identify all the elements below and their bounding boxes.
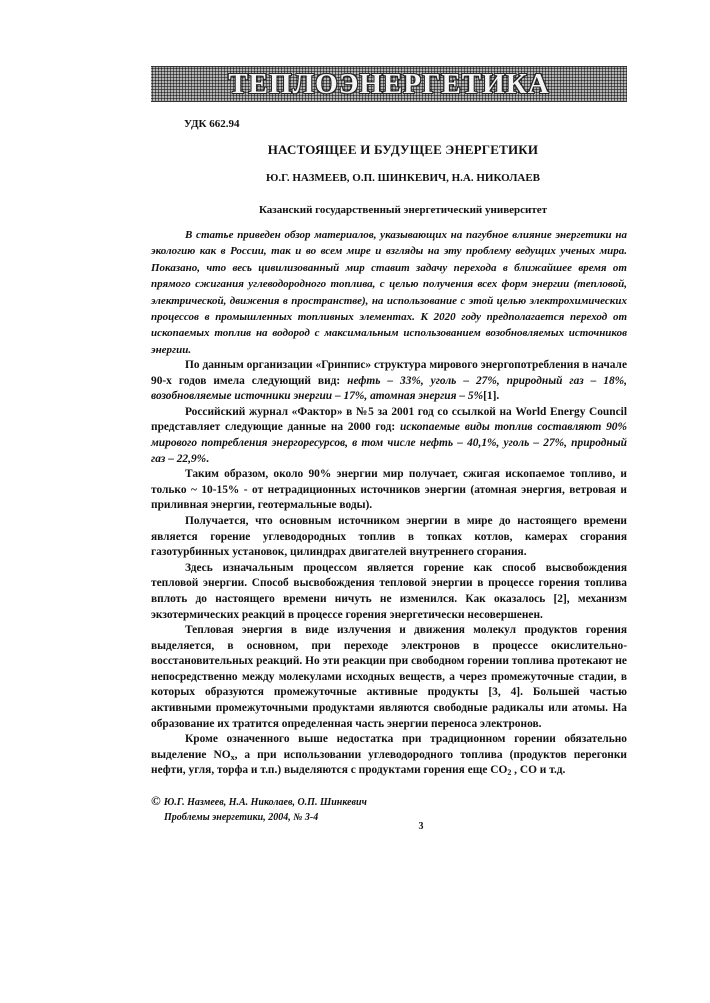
article-affiliation: Казанский государственный энергетический университет <box>258 204 548 216</box>
paragraph-2-italic: ископаемые виды топлив составляют 90% мирового потребления энергоресурсов, в том числе нефть – 40,1%, уголь – 27%, природный газ – 22,9% <box>151 421 627 465</box>
paragraph-2-end: . <box>206 452 210 465</box>
udk-code: УДК 662.94 <box>184 118 240 130</box>
section-banner <box>151 66 627 102</box>
paragraph-3: Таким образом, около 90% энергии мир получает, сжигая ископаемое топливо, и только ~ 10-15% - от нетрадиционных источников энергии (атомная энергия, ветровая и приливная энергии, геотермальные воды). <box>151 468 627 512</box>
article-title: НАСТОЯЩЕЕ И БУДУЩЕЕ ЭНЕРГЕТИКИ <box>267 142 539 157</box>
paragraph-2-text: Российский журнал «Фактор» в №5 за 2001 год со ссылкой на World Energy Council представляет следующие данные на 2000 год: <box>151 405 627 434</box>
copyright-icon: © <box>151 793 161 808</box>
article-abstract: В статье приведен обзор материалов, указывающих на пагубное влияние энергетики на экологию как в России, так и во всем мире и взгляды на эту проблему ведущих ученых мира. Показано, что весь цивилизованный мир ставит задачу перехода в ближайшее время от прямого сжигания углеводородного топлива, с целью получения всех форм энергии (тепловой, электрической, движения в пространстве), на использование с этой целью электрохимических процессов в промышленных топливных элементах. К 2020 году предполагается переход от ископаемых топлив на водород с максимальным использованием возобновляемых источников энергии. <box>151 229 627 356</box>
paragraph-4: Получается, что основным источником энергии в мире до настоящего времени является горение углеводородных топлив в топках котлов, камерах сгорания газотурбинных установок, цилиндрах двигателей внутреннего сгорания. <box>151 514 627 559</box>
paragraph-5: Здесь изначальным процессом является горение как способ высвобождения тепловой энергии. Способ высвобождения тепловой энергии в процессе горения топлива вплоть до настоящего времени ничуть не изменился. Как оказалось [2], механизм экзотермических реакций в процессе горения энергетически несовершенен. <box>151 561 627 621</box>
paragraph-7-text-b: , а при использовании углеводородного топлива (продуктов перегонки нефти, угля, торфа и т.п.) выделяются с продуктами горения еще CO <box>151 748 627 777</box>
copyright-authors: Ю.Г. Назмеев, Н.А. Николаев, О.П. Шинкевич <box>163 797 367 808</box>
paragraph-1-text: По данным организации «Гринпис» структура мирового энергопотребления в начале 90-х годов имела следующий вид: <box>151 359 627 387</box>
page-number: 3 <box>418 821 424 832</box>
paragraph-1-italic: нефть – 33%, уголь – 27%, природный газ – 18%, возобновляемые источники энергии – 17%, атомная энергия – 5% <box>151 374 627 403</box>
paragraph-7-text-c: , CO и т.д. <box>511 764 566 777</box>
paragraph-7-text-a: Кроме означенного выше недостатка при традиционном горении обязательно выделение NO <box>151 733 627 761</box>
section-banner-title: ТЕПЛОЭНЕРГЕТИКА <box>228 67 550 100</box>
paragraph-7 <box>151 732 627 779</box>
paragraph-6: Тепловая энергия в виде излучения и движения молекул продуктов горения выделяется, в основном, при переходе электронов в процессе окислительно-восстановительных реакций. Но эти реакции при свободном горении топлива протекают не непосредственно между молекулами исходных веществ, а через промежуточные стадии, в которых образуются промежуточные активные продукты [3, 4]. Большей частью активными промежуточными продуктами являются свободные радикалы или атомы. На образование их тратится определенная часть энергии переноса электронов. <box>151 624 627 730</box>
paragraph-1-citation: [1]. <box>483 390 500 403</box>
journal-citation: Проблемы энергетики, 2004, № 3-4 <box>164 812 319 823</box>
nox-subscript: x <box>230 752 235 762</box>
article-authors: Ю.Г. НАЗМЕЕВ, О.П. ШИНКЕВИЧ, Н.А. НИКОЛАЕВ <box>265 172 541 184</box>
co2-subscript: 2 <box>507 768 512 778</box>
paragraph-1 <box>151 358 627 405</box>
paragraph-2 <box>151 405 627 467</box>
article-body <box>151 358 627 779</box>
